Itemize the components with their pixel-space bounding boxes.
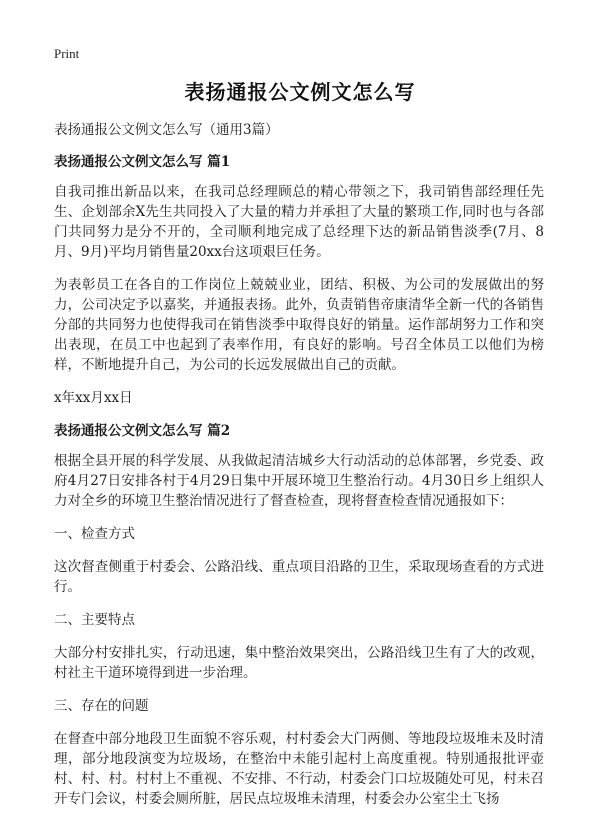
- section-2-item-1-heading: 一、检查方式: [54, 526, 135, 542]
- section-2-item-3-heading: 三、存在的问题: [54, 698, 149, 714]
- section-2-item-2-text: 大部分村安排扎实，行动迅速，集中整治效果突出，公路沿线卫生有了大的改观，村社主干道环境得到进一步治理。: [54, 645, 544, 681]
- section-2-item-3-text: 在督查中部分地段卫生面貌不容乐观，村村委会大门两侧、等地段垃圾堆未及时清理，部分地段演变为垃圾场，在整治中未能引起村上高度重视。特别通报批评壶村、村、村。村村上不重视、不安排、不行动，村委会门口垃圾随处可见，村未召开专门会议，村委会厕所脏，居民点垃圾堆未清理，村委会办公室尘土飞扬: [54, 731, 544, 807]
- section-2-heading: 表扬通报公文例文怎么写 篇2: [54, 423, 231, 439]
- section-2-intro: 根据全县开展的科学发展、从我做起清洁城乡大行动活动的总体部署，乡党委、政府4月27日安排各村于4月29日集中开展环境卫生整治行动。4月30日乡上组织人力对全乡的环境卫生整治情况进行了督查检查，现将督查检查情况通报如下：: [54, 453, 544, 509]
- print-link[interactable]: Print: [54, 46, 80, 61]
- section-1-date: x年xx月xx日: [54, 390, 133, 406]
- section-1-paragraph-2: 为表彰员工在各自的工作岗位上兢兢业业，团结、积极、为公司的发展做出的努力，公司决定予以嘉奖，并通报表扬。此外，负责销售帝康清华全新一代的各销售分部的共同努力也使得我司在销售淡季中取得良好的销量。运作部胡努力工作和突出表现，在员工中也起到了表率作用，有良好的影响。号召全体员工以他们为榜样，不断地提升自己，为公司的长远发展做出自己的贡献。: [54, 277, 544, 373]
- section-1-paragraph-1: 自我司推出新品以来，在我司总经理顾总的精心带领之下，我司销售部经理任先生、企划部余X先生共同投入了大量的精力并承担了大量的繁琐工作,同时也与各部门共同努力是分不开的，全司顺利地完成了总经理下达的新品销售淡季(7月、8月、9月)平均月销售量20xx台这项艰巨任务。: [54, 184, 544, 260]
- section-1-heading: 表扬通报公文例文怎么写 篇1: [54, 154, 231, 170]
- document-body: [54, 120, 544, 822]
- document-subtitle: 表扬通报公文例文怎么写（通用3篇）: [54, 122, 279, 138]
- document-title: 表扬通报公文例文怎么写: [184, 80, 416, 104]
- section-2-item-1-text: 这次督查侧重于村委会、公路沿线、重点项目沿路的卫生，采取现场查看的方式进行。: [54, 559, 544, 595]
- section-2-item-2-heading: 二、主要特点: [54, 612, 135, 628]
